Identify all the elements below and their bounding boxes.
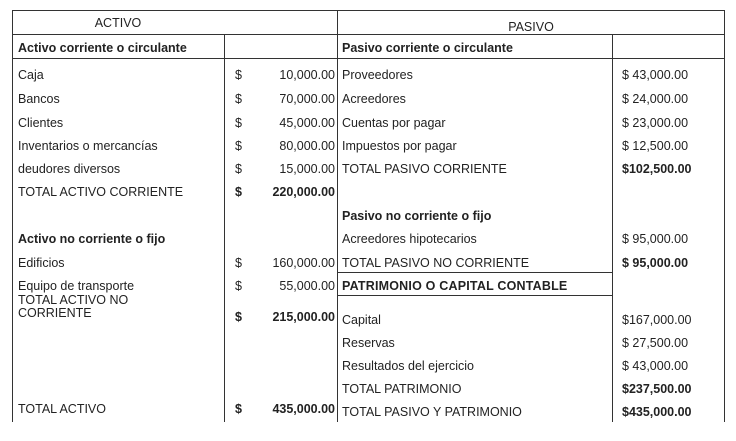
account-amount: 15,000.00 xyxy=(279,162,335,176)
currency-symbol: $ xyxy=(235,402,242,416)
patrimonio-bottom-divider xyxy=(337,295,612,296)
account-label: Clientes xyxy=(18,116,64,130)
col-divider-activo-amount xyxy=(224,34,225,422)
account-amount: $ 95,000.00 xyxy=(622,232,689,246)
account-amount: $ 27,500.00 xyxy=(622,336,689,350)
total-amount: $ 95,000.00 xyxy=(622,256,689,270)
account-label: Equipo de transporte xyxy=(18,279,135,293)
col-divider-center xyxy=(337,10,338,422)
account-amount: 55,000.00 xyxy=(279,279,335,293)
account-amount: $ 24,000.00 xyxy=(622,92,689,106)
total-label-line2: CORRIENTE xyxy=(18,306,92,320)
account-label: Resultados del ejercicio xyxy=(342,359,475,373)
account-label: Caja xyxy=(18,68,44,82)
activo-header: ACTIVO xyxy=(94,16,142,30)
account-amount: 80,000.00 xyxy=(279,139,335,153)
account-label: Proveedores xyxy=(342,68,413,82)
account-amount: $167,000.00 xyxy=(622,313,692,327)
total-label: TOTAL PATRIMONIO xyxy=(342,382,462,396)
account-label: Reservas xyxy=(342,336,395,350)
account-label: Impuestos por pagar xyxy=(342,139,457,153)
total-amount: 215,000.00 xyxy=(272,310,335,324)
subheader-divider xyxy=(12,58,725,59)
balance-sheet xyxy=(12,10,725,422)
account-label: Inventarios o mercancías xyxy=(18,139,158,153)
currency-symbol: $ xyxy=(235,116,242,130)
account-label: deudores diversos xyxy=(18,162,121,176)
account-label: Acreedores xyxy=(342,92,406,106)
total-label-line1: TOTAL ACTIVO NO xyxy=(18,293,129,307)
total-label: TOTAL PASIVO CORRIENTE xyxy=(342,162,507,176)
currency-symbol: $ xyxy=(235,256,242,270)
total-label: TOTAL PASIVO NO CORRIENTE xyxy=(342,256,530,270)
patrimonio-heading: PATRIMONIO O CAPITAL CONTABLE xyxy=(342,279,568,293)
account-label: Cuentas por pagar xyxy=(342,116,446,130)
currency-symbol: $ xyxy=(235,68,242,82)
currency-symbol: $ xyxy=(235,185,242,199)
pasivo-corriente-heading: Pasivo corriente o circulante xyxy=(342,41,513,55)
patrimonio-top-divider xyxy=(337,272,612,273)
account-amount: $ 23,000.00 xyxy=(622,116,689,130)
account-label: Capital xyxy=(342,313,381,327)
total-label: TOTAL ACTIVO xyxy=(18,402,106,416)
currency-symbol: $ xyxy=(235,162,242,176)
currency-symbol: $ xyxy=(235,279,242,293)
currency-symbol: $ xyxy=(235,310,242,324)
account-label: Edificios xyxy=(18,256,65,270)
account-amount: 70,000.00 xyxy=(279,92,335,106)
total-label: TOTAL ACTIVO CORRIENTE xyxy=(18,185,184,199)
pasivo-no-corriente-heading: Pasivo no corriente o fijo xyxy=(342,209,492,223)
account-label: Acreedores hipotecarios xyxy=(342,232,477,246)
account-amount: 45,000.00 xyxy=(279,116,335,130)
border-right xyxy=(724,10,725,422)
activo-corriente-heading: Activo corriente o circulante xyxy=(18,41,187,55)
border-top xyxy=(12,10,725,11)
header-divider xyxy=(12,34,725,35)
total-amount: $102,500.00 xyxy=(622,162,692,176)
currency-symbol: $ xyxy=(235,139,242,153)
activo-no-corriente-heading: Activo no corriente o fijo xyxy=(18,232,166,246)
total-amount: 220,000.00 xyxy=(272,185,335,199)
total-label: TOTAL PASIVO Y PATRIMONIO xyxy=(342,405,522,419)
account-amount: 160,000.00 xyxy=(272,256,335,270)
currency-symbol: $ xyxy=(235,92,242,106)
account-amount: $ 43,000.00 xyxy=(622,68,689,82)
account-amount: 10,000.00 xyxy=(279,68,335,82)
total-amount: $237,500.00 xyxy=(622,382,692,396)
total-amount: 435,000.00 xyxy=(272,402,335,416)
border-left xyxy=(12,10,13,422)
pasivo-header: PASIVO xyxy=(508,20,554,34)
col-divider-pasivo-amount xyxy=(612,34,613,422)
account-amount: $ 12,500.00 xyxy=(622,139,689,153)
account-label: Bancos xyxy=(18,92,60,106)
account-amount: $ 43,000.00 xyxy=(622,359,689,373)
total-amount: $435,000.00 xyxy=(622,405,692,419)
